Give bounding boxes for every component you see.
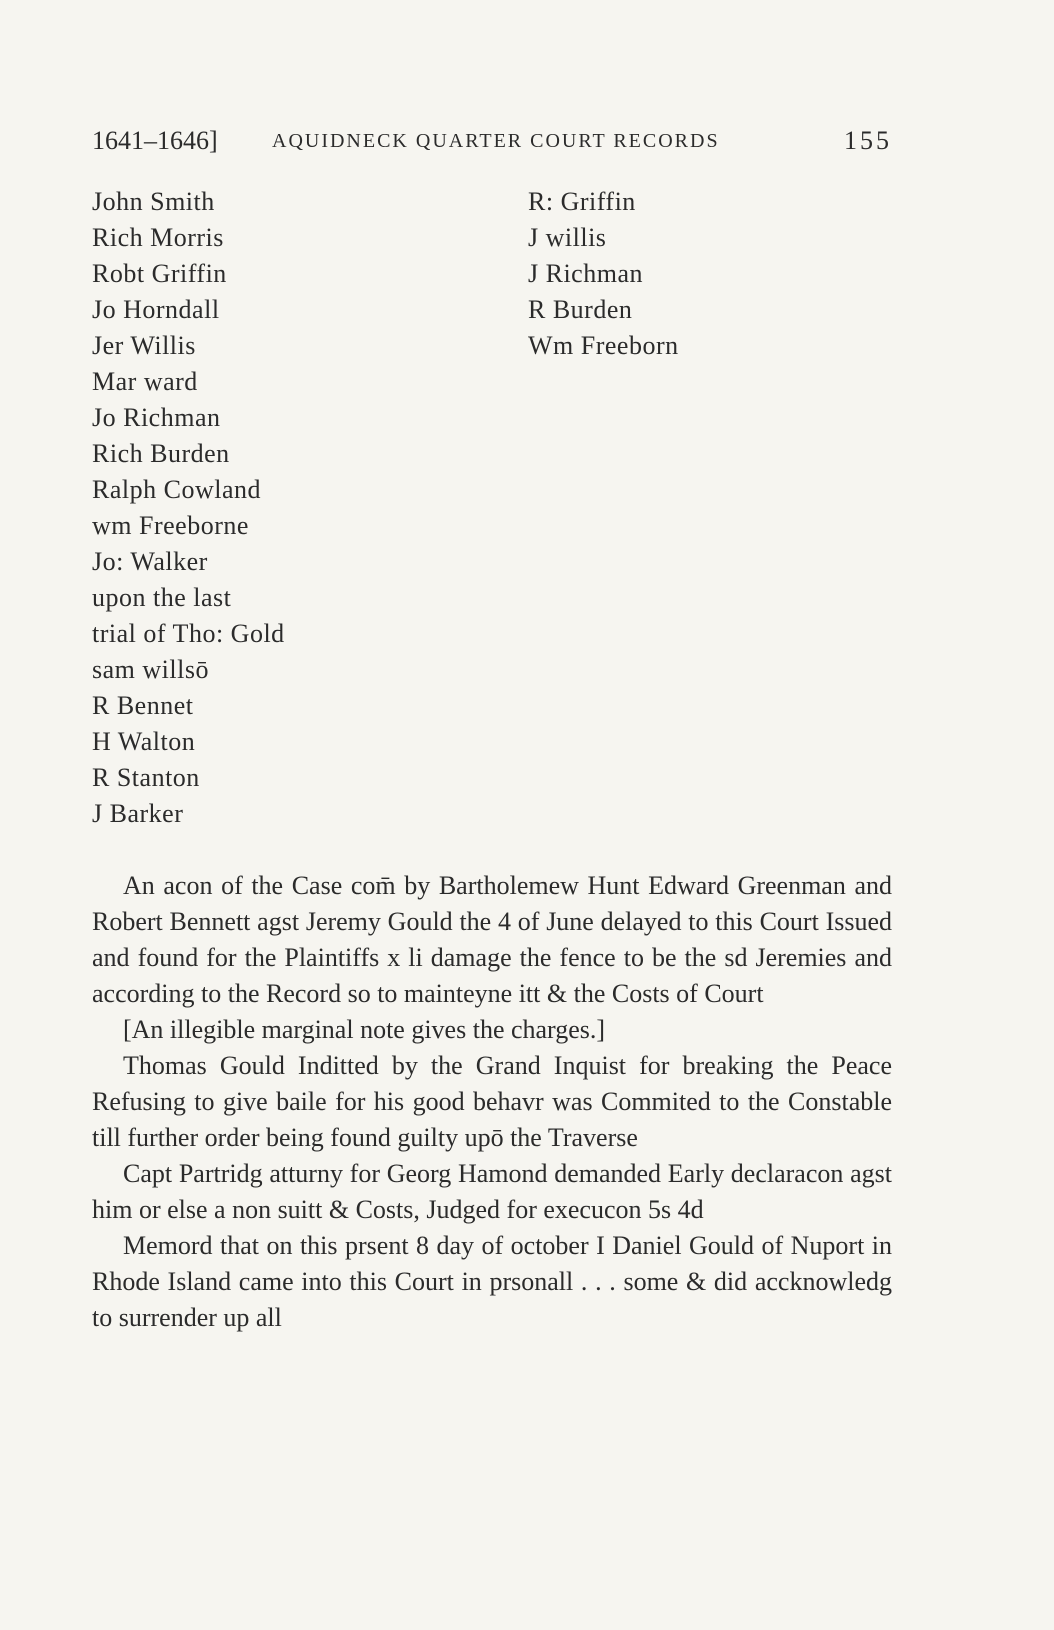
header-years: 1641–1646] <box>92 126 218 155</box>
paragraph-hunt-case: An acon of the Case com̄ by Bartholemew Hunt Edward Greenman and Robert Bennett agst Jeremy Gould the 4 of June delayed to this Court Issued and found for the Plaintiffs x li damage the fence to be the sd Jeremies and according to the Record so to mainteyne itt & the Costs of Court <box>92 871 892 1008</box>
header-title: AQUIDNECK QUARTER COURT RECORDS <box>272 130 720 152</box>
running-header <box>92 126 892 166</box>
juror-list-left <box>92 184 285 832</box>
list-item: wm Freeborne <box>92 511 249 540</box>
record-body <box>92 868 892 1336</box>
list-item: J Barker <box>92 799 184 828</box>
list-item: Jer Willis <box>92 331 196 360</box>
list-item: Jo Richman <box>92 403 221 432</box>
page-number: 155 <box>844 126 892 155</box>
list-item: Rich Morris <box>92 223 224 252</box>
list-item: Mar ward <box>92 367 198 396</box>
list-item: trial of Tho: Gold <box>92 619 285 648</box>
paragraph-thomas-gould: Thomas Gould Inditted by the Grand Inquist for breaking the Peace Refusing to give baile for his good behavr was Commited to the Constable till further order being found guilty upō the Traverse <box>92 1051 892 1152</box>
list-item: R Stanton <box>92 763 200 792</box>
list-item: Ralph Cowland <box>92 475 261 504</box>
list-item: J willis <box>528 223 607 252</box>
list-item: Rich Burden <box>92 439 230 468</box>
list-item: R Bennet <box>92 691 194 720</box>
paragraph-memorandum: Memord that on this prsent 8 day of october I Daniel Gould of Nuport in Rhode Island came into this Court in prsonall . . . some & did accknowledg to surrender up all <box>92 1231 892 1332</box>
list-item: J Richman <box>528 259 643 288</box>
paragraph-partridg: Capt Partridg atturny for Georg Hamond demanded Early declaracon agst him or else a non suitt & Costs, Judged for execucon 5s 4d <box>92 1159 892 1224</box>
list-item: R: Griffin <box>528 187 636 216</box>
list-item: Wm Freeborn <box>528 331 679 360</box>
list-item: H Walton <box>92 727 196 756</box>
juror-list-right <box>528 184 679 364</box>
list-item: John Smith <box>92 187 215 216</box>
list-item: Jo Horndall <box>92 295 220 324</box>
list-item: Robt Griffin <box>92 259 227 288</box>
list-item: R Burden <box>528 295 633 324</box>
paragraph-editorial-note: [An illegible marginal note gives the charges.] <box>123 1015 606 1044</box>
list-item: sam willsō <box>92 655 209 684</box>
list-item: upon the last <box>92 583 232 612</box>
list-item: Jo: Walker <box>92 547 208 576</box>
